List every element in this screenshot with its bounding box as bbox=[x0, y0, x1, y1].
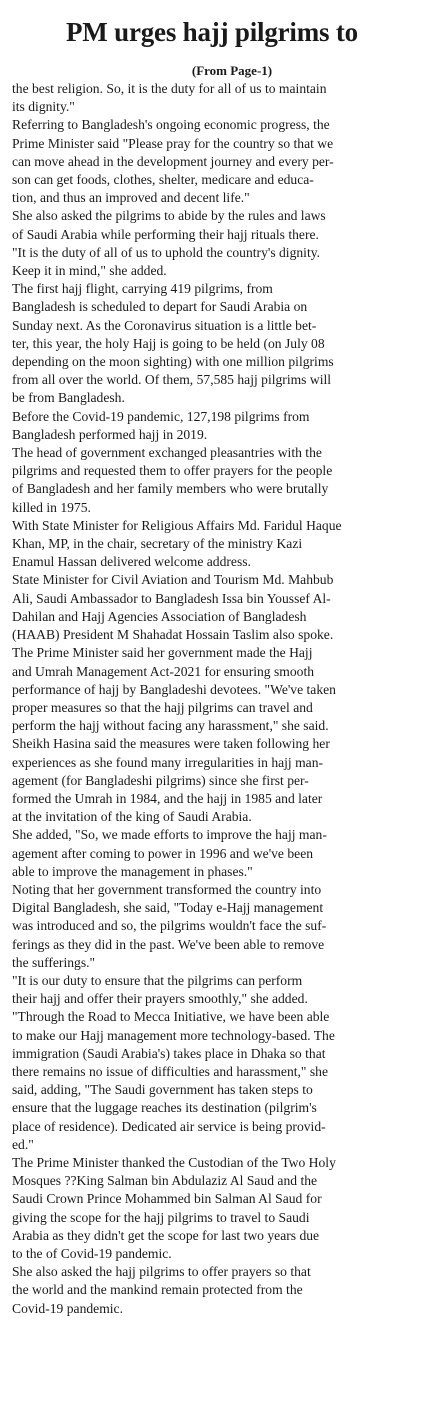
article-paragraph: The head of government exchanged pleasantries with the pilgrims and requested them to offer prayers for the people of Bangladesh and her family members who were brutally killed in 1975. bbox=[12, 445, 333, 515]
article-paragraph: Before the Covid-19 pandemic, 127,198 pilgrims from Bangladesh performed hajj in 2019. bbox=[12, 408, 310, 442]
article-paragraph: the best religion. So, it is the duty for all of us to maintain its dignity." bbox=[12, 81, 327, 115]
article-paragraph: State Minister for Civil Aviation and Tourism Md. Mahbub Ali, Saudi Ambassador to Bangladesh Issa bin Youssef Al- Dahilan and Hajj Agencies Association of Bangladesh (HAAB) President M Shahadat Hossain Taslim also spoke. bbox=[12, 572, 334, 643]
article-paragraph: Referring to Bangladesh's ongoing economic progress, the Prime Minister said "Please pray for the country so that we can move ahead in the development journey and every per- son can get foods, clothes, shelter, medicare and educa- tion, and thus an improved and decent life." bbox=[12, 117, 334, 206]
article-paragraph: She also asked the hajj pilgrims to offer prayers so that the world and the mankind remain protected from the Covid-19 pandemic. bbox=[12, 1264, 311, 1316]
article-paragraph: "Through the Road to Mecca Initiative, we have been able to make our Hajj management more technology-based. The immigration (Saudi Arabia's) takes place in Dhaka so that there remains no issue of difficulties and harassment," she said, adding, "The Saudi government has taken steps to ensure that the luggage reaches its destination (pilgrim's place of residence). Dedicated air service is being provid- ed." bbox=[12, 1009, 335, 1152]
article-paragraph: With State Minister for Religious Affairs Md. Faridul Haque Khan, MP, in the chair, secretary of the ministry Kazi Enamul Hassan delivered welcome address. bbox=[12, 517, 342, 570]
article-body bbox=[0, 80, 424, 1318]
article-paragraph: Noting that her government transformed the country into Digital Bangladesh, she said, "Today e-Hajj management was introduced and so, the pilgrims wouldn't face the suf- ferings as they did in the past. We've been able to remove the sufferings." bbox=[12, 881, 327, 970]
article-paragraph: "It is our duty to ensure that the pilgrims can perform their hajj and offer their prayers smoothly," she added. bbox=[12, 972, 308, 1007]
article-paragraph: The Prime Minister thanked the Custodian of the Two Holy Mosques ??King Salman bin Abdulaziz Al Saud and the Saudi Crown Prince Mohammed bin Salman Al Saud for giving the scope for the hajj pilgrims to travel to Saudi Arabia as they didn't get the scope for last two years due to the of Covid-19 pandemic. bbox=[12, 1154, 336, 1261]
continued-from-line: (From Page-1) bbox=[191, 63, 273, 78]
article-headline: PM urges hajj pilgrims to bbox=[66, 17, 358, 47]
article-paragraph: She also asked the pilgrims to abide by the rules and laws of Saudi Arabia while performing their hajj rituals there. bbox=[12, 208, 326, 242]
article-paragraph: The Prime Minister said her government made the Hajj and Umrah Management Act-2021 for ensuring smooth performance of hajj by Bangladeshi devotees. "We've taken proper measures so that the hajj pilgrims can travel and perform the hajj without facing any harassment," she said. bbox=[12, 645, 336, 734]
article-paragraph: The first hajj flight, carrying 419 pilgrims, from Bangladesh is scheduled to depart for Saudi Arabia on Sunday next. As the Coronavirus situation is a little bet- ter, this year, the holy Hajj is going to be held (on July 08 depending on the moon sighting) with one million pilgrims from all over the world. Of them, 57,585 hajj pilgrims will be from Bangladesh. bbox=[12, 281, 334, 406]
article-paragraph: She added, "So, we made efforts to improve the hajj man- agement after coming to power in 1996 and we've been able to improve the management in phases." bbox=[12, 827, 327, 879]
article-paragraph: Sheikh Hasina said the measures were taken following her experiences as she found many irregularities in hajj man- agement (for Bangladeshi pilgrims) since she first per- formed the Umrah in 1984, and the hajj in 1985 and later at the invitation of the king of Saudi Arabia. bbox=[12, 736, 330, 825]
article-paragraph: "It is the duty of all of us to uphold the country's dignity. Keep it in mind," she added. bbox=[12, 244, 321, 279]
